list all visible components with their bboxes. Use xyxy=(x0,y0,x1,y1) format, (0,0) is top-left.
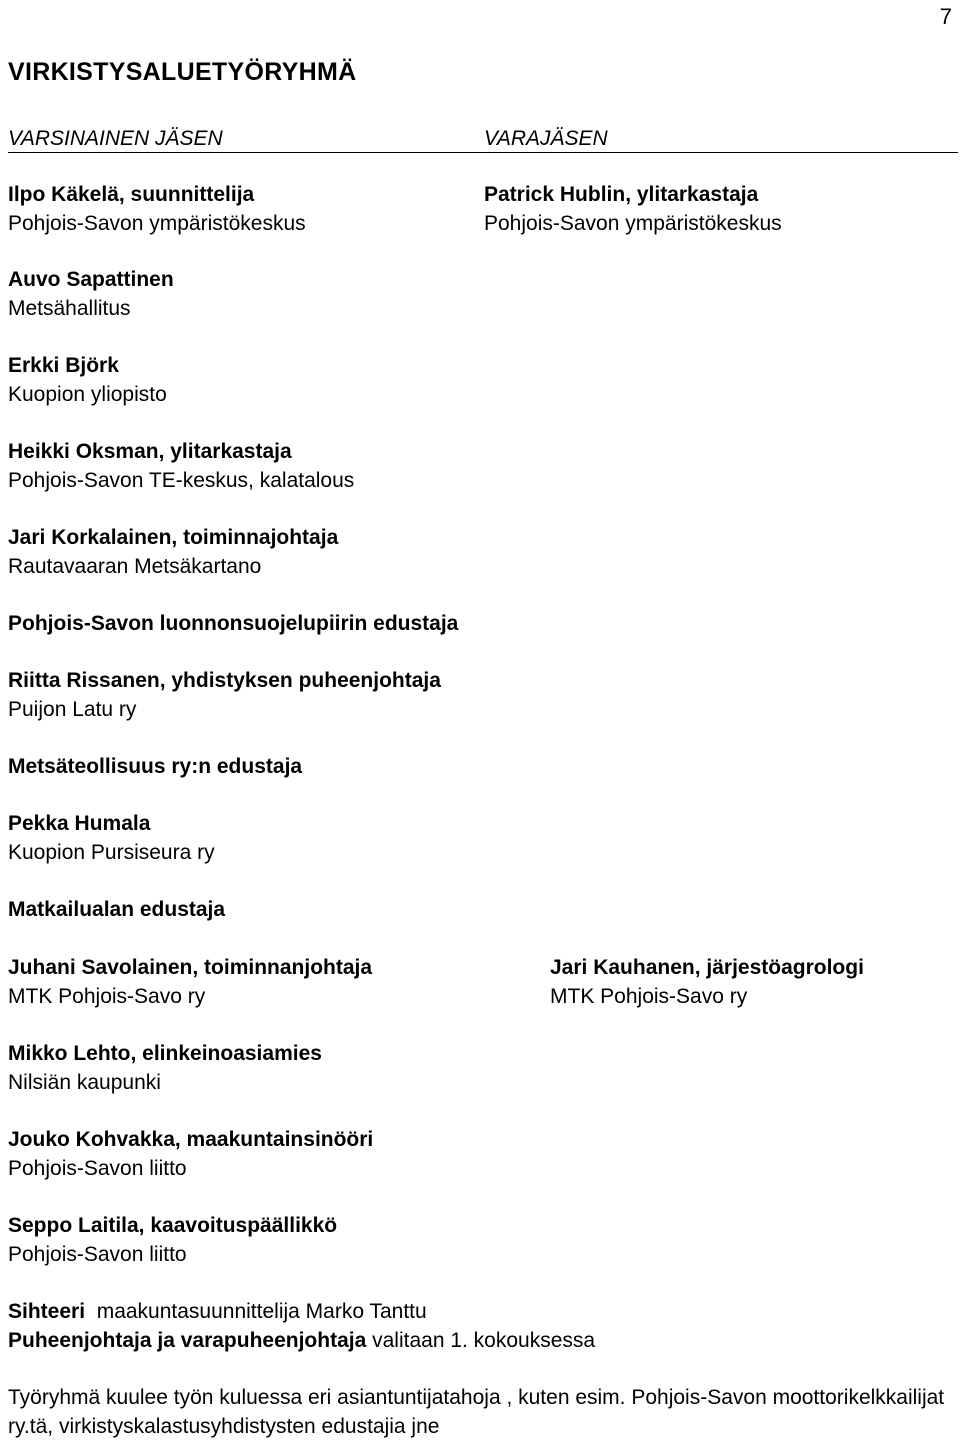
member-name: Juhani Savolainen, toiminnanjohtaja xyxy=(8,956,373,979)
member-name: Seppo Laitila, kaavoituspäällikkö xyxy=(8,1214,338,1237)
member-organization: Puijon Latu ry xyxy=(8,698,137,721)
member-name: Mikko Lehto, elinkeinoasiamies xyxy=(8,1042,322,1065)
chair-label: Puheenjohtaja ja varapuheenjohtaja xyxy=(8,1329,367,1352)
member-name: Riitta Rissanen, yhdistyksen puheenjohtaja xyxy=(8,669,441,692)
member-entry xyxy=(8,1211,337,1269)
member-name: Matkailualan edustaja xyxy=(8,898,226,921)
member-entry xyxy=(8,523,338,581)
member-entry xyxy=(8,752,302,781)
member-organization: Rautavaaran Metsäkartano xyxy=(8,555,262,578)
member-organization: Pohjois-Savon liitto xyxy=(8,1157,187,1180)
member-organization: Pohjois-Savon ympäristökeskus xyxy=(8,212,306,235)
member-entry xyxy=(8,265,174,323)
page-number: 7 xyxy=(939,4,952,29)
column-header-deputy-member: VARAJÄSEN xyxy=(484,127,608,150)
member-entry xyxy=(8,437,354,495)
member-organization: MTK Pohjois-Savo ry xyxy=(8,985,206,1008)
member-name: Auvo Sapattinen xyxy=(8,268,174,291)
member-entry xyxy=(8,809,215,867)
deputy-organization: Pohjois-Savon ympäristökeskus xyxy=(484,212,782,235)
secretary-text: maakuntasuunnittelija Marko Tanttu xyxy=(96,1300,427,1323)
member-name: Jari Korkalainen, toiminnajohtaja xyxy=(8,526,339,549)
deputy-name: Jari Kauhanen, järjestöagrologi xyxy=(550,956,864,979)
column-header-regular-member: VARSINAINEN JÄSEN xyxy=(8,127,223,150)
secretary-line xyxy=(8,1297,427,1326)
document-title: VIRKISTYSALUETYÖRYHMÄ xyxy=(8,58,357,86)
member-organization: Pohjois-Savon TE-keskus, kalatalous xyxy=(8,469,355,492)
member-name: Jouko Kohvakka, maakuntainsinööri xyxy=(8,1128,374,1151)
member-name: Heikki Oksman, ylitarkastaja xyxy=(8,440,292,463)
member-name: Metsäteollisuus ry:n edustaja xyxy=(8,755,303,778)
deputy-entry xyxy=(550,953,864,1011)
member-organization: Kuopion Pursiseura ry xyxy=(8,841,215,864)
chair-line xyxy=(8,1326,595,1355)
member-name: Erkki Björk xyxy=(8,354,119,377)
member-name: Pekka Humala xyxy=(8,812,151,835)
member-organization: Pohjois-Savon liitto xyxy=(8,1243,187,1266)
member-entry xyxy=(8,1125,373,1183)
member-organization: Metsähallitus xyxy=(8,297,131,320)
member-name: Pohjois-Savon luonnonsuojelupiirin edustaja xyxy=(8,612,459,635)
note-line-1: Työryhmä kuulee työn kuluessa eri asiantuntijatahoja , kuten esim. Pohjois-Savon moottorikelkkailijat xyxy=(8,1386,945,1409)
member-entry xyxy=(8,1039,322,1097)
note-line-2: ry.tä, virkistyskalastusyhdistysten edustajia jne xyxy=(8,1415,440,1438)
member-organization: Kuopion yliopisto xyxy=(8,383,167,406)
member-entry xyxy=(8,180,306,238)
secretary-label: Sihteeri xyxy=(8,1300,86,1323)
member-entry xyxy=(8,895,225,924)
member-name: Ilpo Käkelä, suunnittelija xyxy=(8,183,255,206)
deputy-entry xyxy=(484,180,782,238)
deputy-organization: MTK Pohjois-Savo ry xyxy=(550,985,748,1008)
member-entry xyxy=(8,351,167,409)
member-organization: Nilsiän kaupunki xyxy=(8,1071,161,1094)
deputy-name: Patrick Hublin, ylitarkastaja xyxy=(484,183,759,206)
member-entry xyxy=(8,953,372,1011)
chair-text: valitaan 1. kokouksessa xyxy=(372,1329,596,1352)
member-entry xyxy=(8,666,441,724)
header-divider xyxy=(8,152,958,153)
member-entry xyxy=(8,609,458,638)
